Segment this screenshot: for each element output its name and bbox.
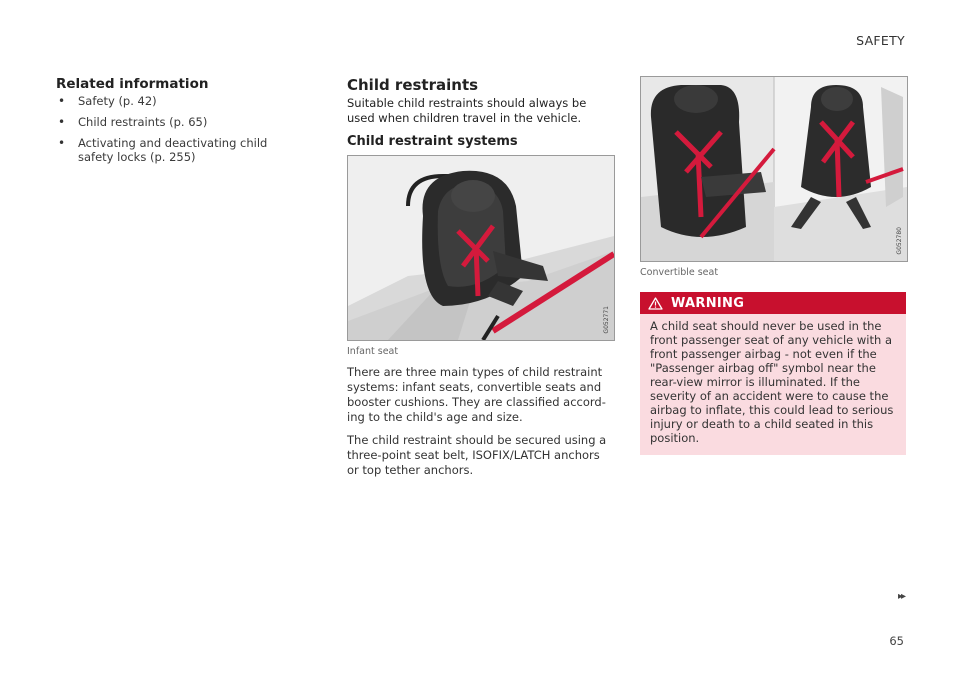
related-link-child-restraints[interactable]: • Child restraints (p. 65) (56, 115, 306, 129)
convertible-seat-illustration (640, 76, 908, 262)
figure-code: G052771 (603, 306, 610, 334)
section-subtitle: Child restraint systems (347, 134, 518, 149)
lead-paragraph: Suitable child restraints should always be used when children travel in the vehicle. (347, 96, 587, 125)
figure-caption-infant: Infant seat (347, 346, 399, 357)
warning-header (640, 292, 906, 314)
warning-title: WARNING (671, 295, 745, 311)
warning-text: A child seat should never be used in the front passenger seat of any vehicle with a front passenger airbag - not even if the "Passenger airbag off" symbol near the rear-view mirror is illuminated. If the severity of an accident were to cause the airbag to inflate, this could lead to serious injury or death to a child seated in this position. (640, 314, 906, 455)
related-link-child-safety-locks[interactable]: • Activating and deactivating child safety locks (p. 255) (56, 136, 306, 164)
figure-caption-convertible: Convertible seat (640, 267, 719, 278)
related-information (56, 76, 306, 171)
warning-triangle-icon (648, 297, 663, 310)
related-title: Related information (56, 76, 209, 92)
next-page-icon[interactable]: ▸▸ (897, 591, 904, 602)
convertible-seat-image (641, 77, 907, 261)
infant-seat-image (348, 156, 614, 340)
page-number: 65 (889, 634, 904, 648)
infant-seat-illustration (347, 155, 615, 341)
page-title: Child restraints (347, 76, 479, 94)
figure-code: G052780 (896, 227, 903, 255)
section-header: SAFETY (856, 33, 905, 48)
paragraph-securing: The child restraint should be secured using a three-point seat belt, ISOFIX/LATCH anchors or top tether anchors. (347, 433, 607, 477)
paragraph-types: There are three main types of child restraint systems: infant seats, convertible seats and booster cushions. They are classified accord-ing to the child's age and size. (347, 365, 606, 424)
right-column (640, 76, 906, 455)
related-link-safety[interactable]: • Safety (p. 42) (56, 94, 306, 108)
warning-box (640, 292, 906, 455)
main-content (347, 76, 615, 486)
related-list (56, 94, 306, 164)
